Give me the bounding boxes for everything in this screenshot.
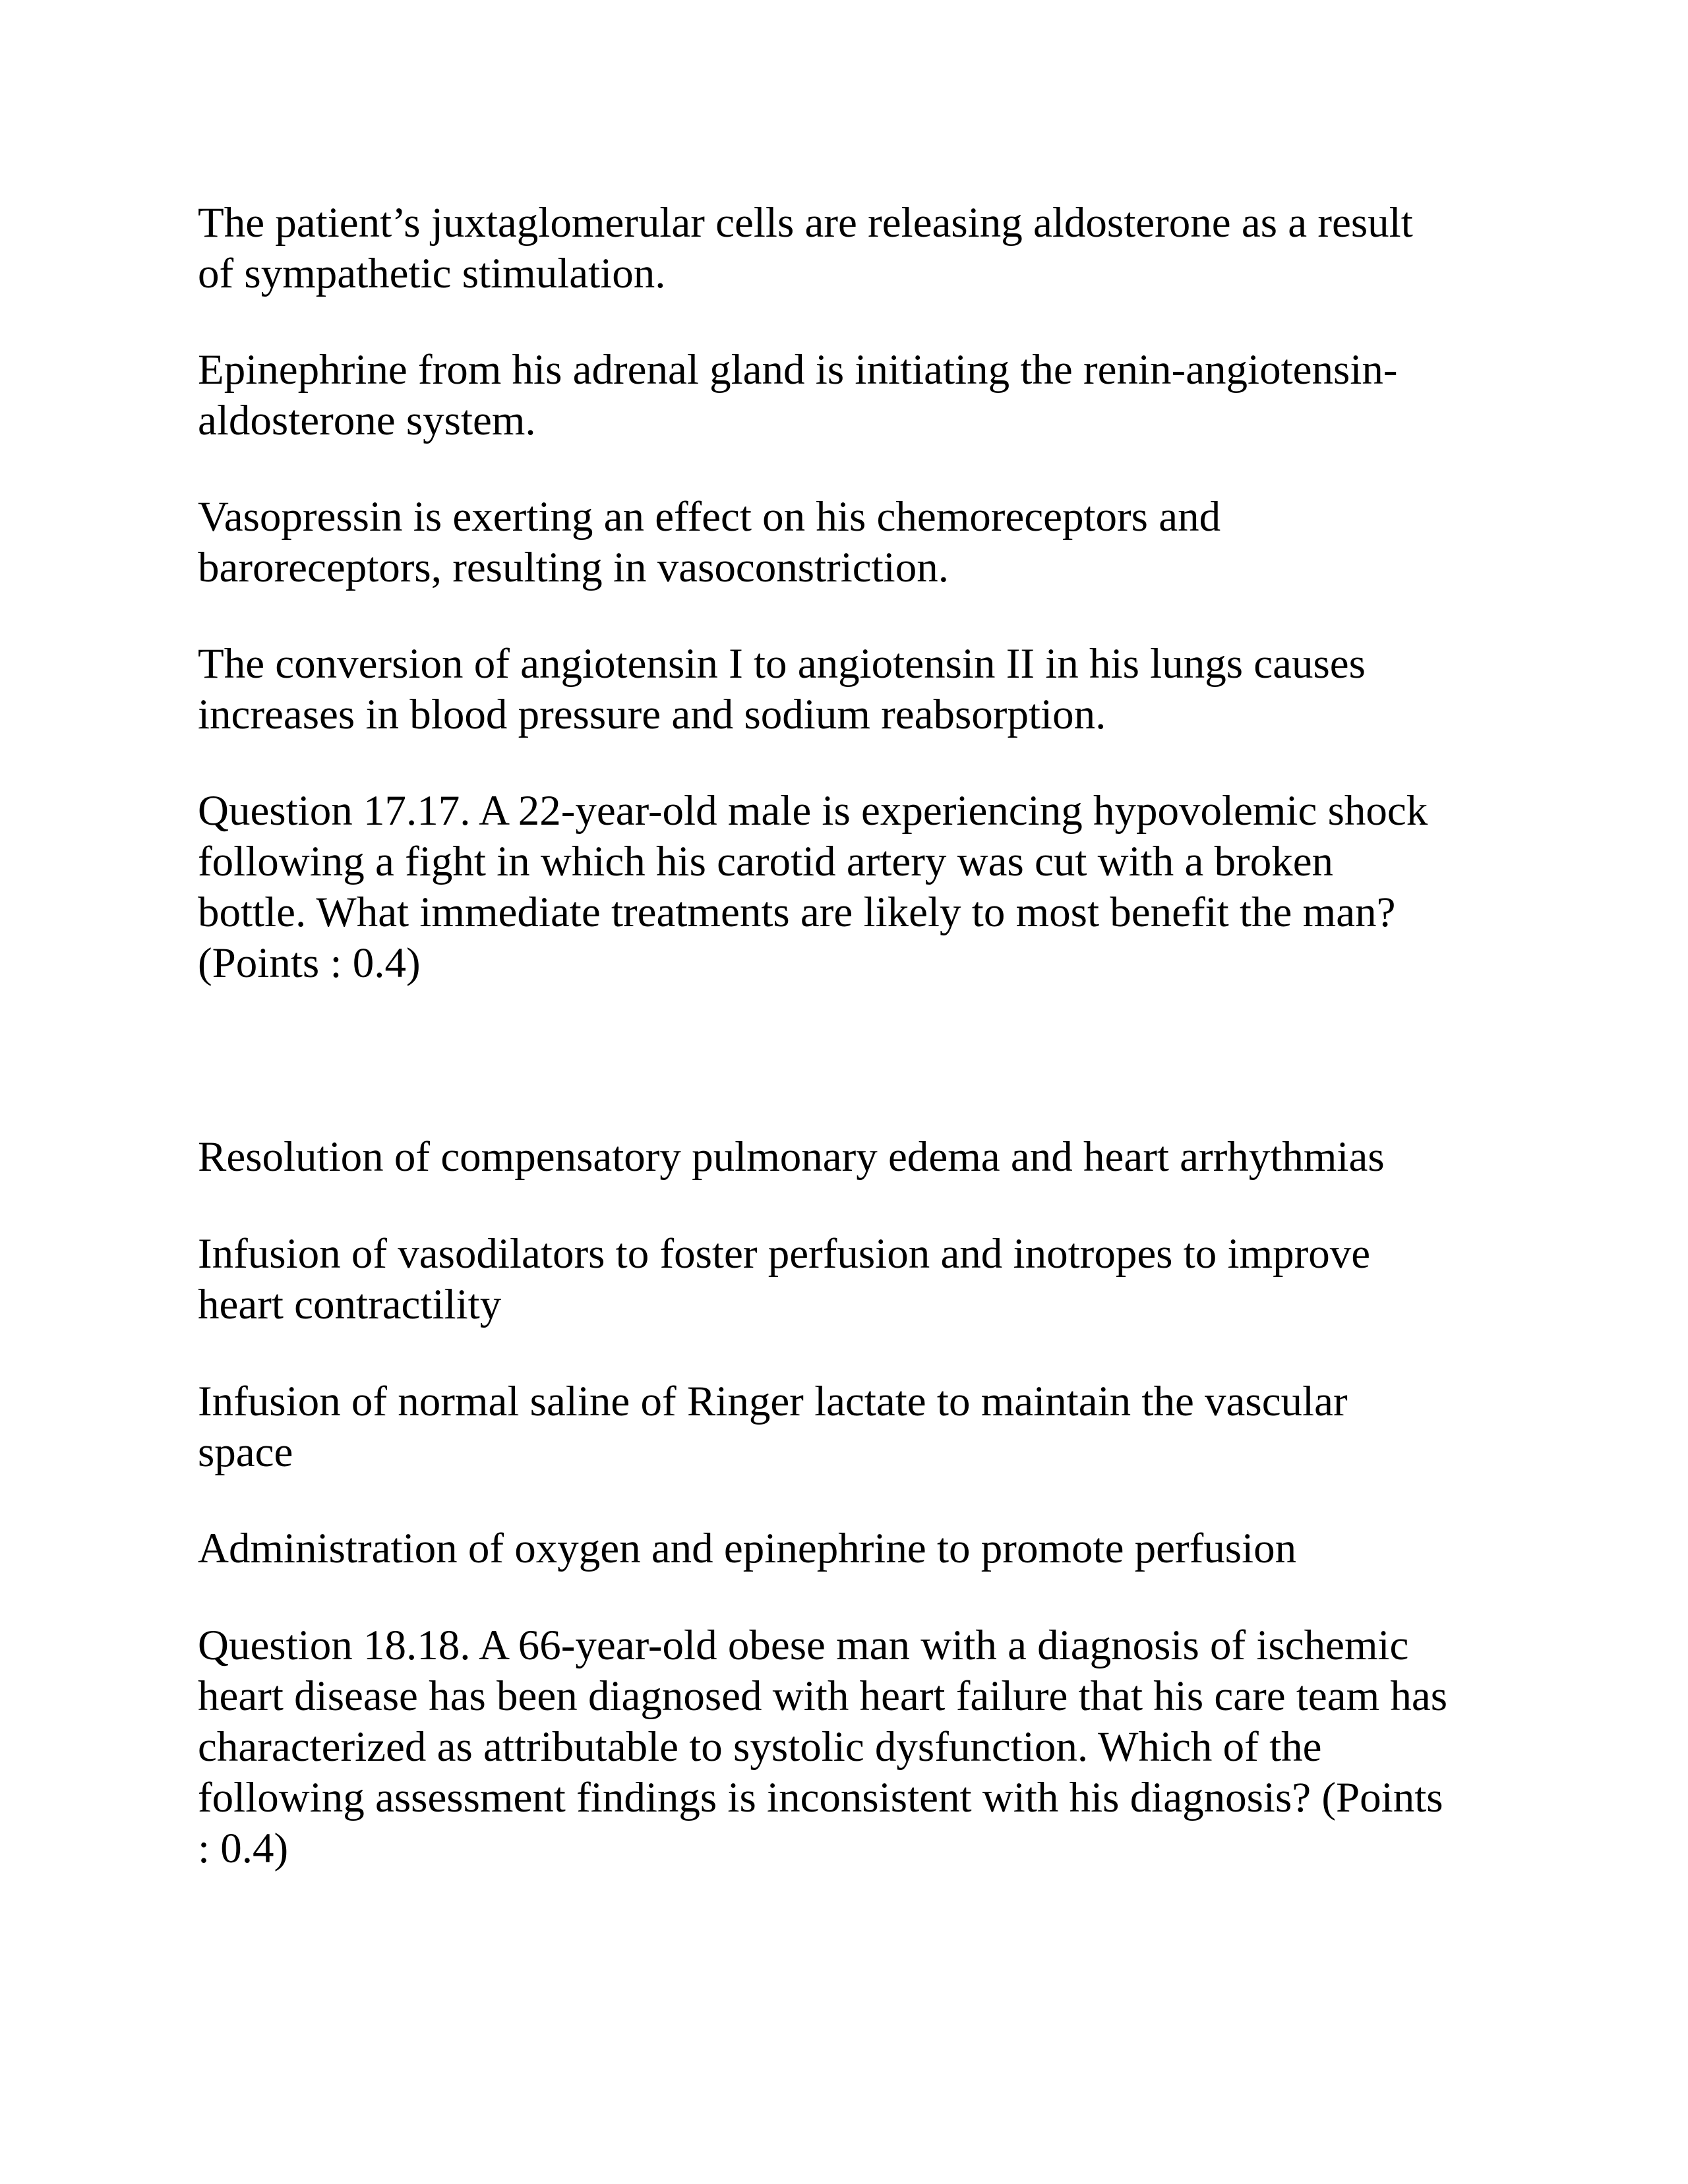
answer-option-oxygen	[198, 1523, 1510, 1574]
question-18	[198, 1620, 1510, 1874]
text-line: heart disease has been diagnosed with heart failure that his care team has	[198, 1672, 1448, 1720]
question-17	[198, 786, 1510, 989]
answer-option-saline	[198, 1376, 1510, 1478]
answer-option-resolution	[198, 1132, 1510, 1183]
answer-option-juxtaglomerular	[198, 198, 1510, 299]
text-line: : 0.4)	[198, 1825, 289, 1872]
answer-option-vasopressin	[198, 492, 1510, 593]
text-line: following assessment findings is inconsistent with his diagnosis? (Points	[198, 1774, 1443, 1821]
text-line: characterized as attributable to systolic dysfunction. Which of the	[198, 1723, 1322, 1771]
text-line: Administration of oxygen and epinephrine to promote perfusion	[198, 1525, 1297, 1572]
text-line: Resolution of compensatory pulmonary edema and heart arrhythmias	[198, 1133, 1385, 1181]
text-line: Epinephrine from his adrenal gland is initiating the renin-angiotensin-	[198, 346, 1398, 394]
answer-option-vasodilators	[198, 1229, 1510, 1330]
text-line: bottle. What immediate treatments are likely to most benefit the man?	[198, 889, 1396, 936]
answer-option-epinephrine	[198, 345, 1510, 446]
text-line: increases in blood pressure and sodium reabsorption.	[198, 691, 1106, 738]
text-line: following a fight in which his carotid artery was cut with a broken	[198, 838, 1334, 885]
text-line: The patient’s juxtaglomerular cells are releasing aldosterone as a result	[198, 199, 1413, 247]
text-line: (Points : 0.4)	[198, 939, 421, 987]
text-line: The conversion of angiotensin I to angiotensin II in his lungs causes	[198, 640, 1366, 688]
text-line: of sympathetic stimulation.	[198, 250, 666, 297]
text-line: Question 18.18. A 66-year-old obese man with a diagnosis of ischemic	[198, 1622, 1409, 1669]
text-line: Vasopressin is exerting an effect on his chemoreceptors and	[198, 493, 1221, 541]
text-line: space	[198, 1429, 293, 1476]
text-line: heart contractility	[198, 1281, 502, 1328]
text-line: baroreceptors, resulting in vasoconstriction.	[198, 544, 949, 591]
text-line: Question 17.17. A 22-year-old male is experiencing hypovolemic shock	[198, 787, 1428, 835]
answer-option-angiotensin	[198, 639, 1510, 740]
text-line: Infusion of vasodilators to foster perfusion and inotropes to improve	[198, 1230, 1371, 1278]
text-line: aldosterone system.	[198, 397, 536, 444]
text-line: Infusion of normal saline of Ringer lactate to maintain the vascular	[198, 1378, 1348, 1425]
